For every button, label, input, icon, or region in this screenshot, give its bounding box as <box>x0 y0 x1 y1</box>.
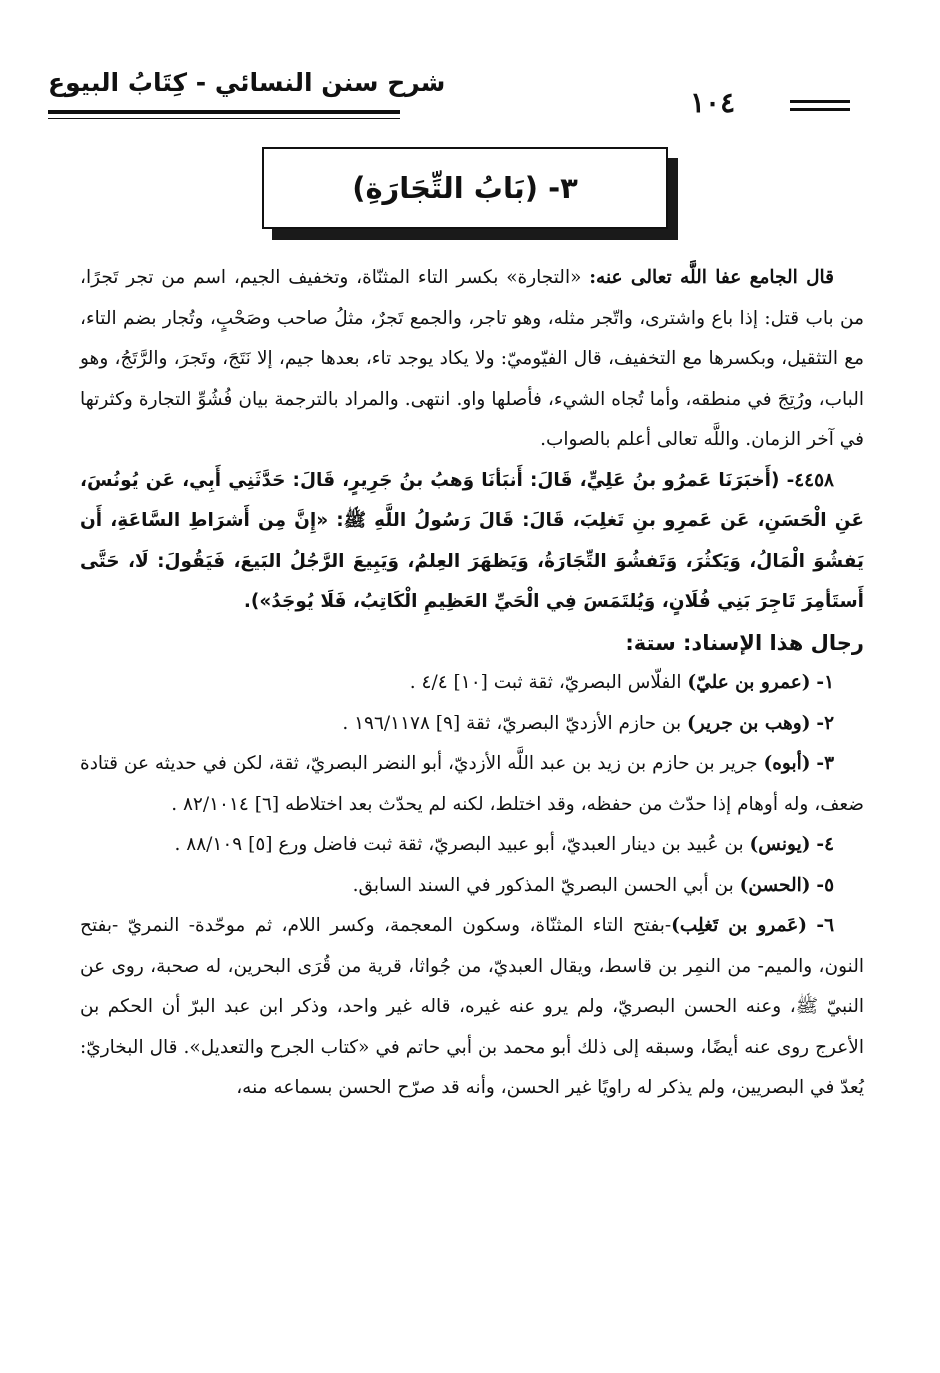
narrator-name: (عمرو بن عليّ) <box>687 672 811 693</box>
narrator-text: -بفتح التاء المثنّاة، وسكون المعجمة، وكسر اللام، ثم موحّدة- النمريّ -بفتح النون، والميم- من النمِر بن قاسط، ويقال العبديّ، من جُواثا، قرية من قُرَى البحرين، له صحبة، روى عن النبيّ ﷺ، وعنه الحسن البصريّ، ولم يرو عنه غيره، قاله غير واحد، وذكر ابن عبد البرّ أن الحكم بن الأعرج روى عنه أيضًا، وسبقه إلى ذلك أبو محمد بن أبي حاتم في «كتاب الجرح والتعديل». قال البخاريّ: يُعدّ في البصريين، ولم يذكر له راويًا غير الحسن، وأنه قد صرّح الحسن بسماعه منه، <box>80 915 864 1098</box>
narrator-text: الفلّاس البصريّ، ثقة ثبت [١٠] ٤/٤ . <box>409 672 688 693</box>
narrator-number: ٤- <box>816 834 834 855</box>
page-number: ١٠٤ <box>690 86 736 119</box>
intro-paragraph <box>80 258 864 461</box>
narrator-text: بن عُبيد بن دينار العبديّ، أبو عبيد البصريّ، ثقة ثبت فاضل ورع [٥] ٨٨/١٠٩ . <box>174 834 750 855</box>
narrator-item <box>80 866 864 907</box>
narrator-item <box>80 704 864 745</box>
narrator-number: ١- <box>816 672 834 693</box>
narrator-name: (عَمرو بن تَغلِب) <box>671 915 807 936</box>
narrator-item <box>80 906 864 1109</box>
main-text <box>80 258 864 1109</box>
intro-text: «التجارة» بكسر التاء المثنّاة، وتخفيف الجيم، اسم من تجر تَجرًا، من باب قتل: إذا باع واشترى، واتّجر مثله، وهو تاجر، والجمع تَجرٌ، مثلُ صاحب وصَحْبٍ، وتُجار بضم التاء، مع التثقيل، وبكسرها مع التخفيف، قال الفيّوميّ: ولا يكاد يوجد تاء، بعدها جيم، إلا نَتَجَ، وتَجرَ، والرَّتَجُ، وهو الباب، ورُتِجَ في منطقه، وأما تُجاه الشيء، فأصلها واو. انتهى. والمراد بالترجمة بيان فُشُوِّ التجارة وكثرتها في آخر الزمان. واللَّه تعالى أعلم بالصواب. <box>80 267 864 450</box>
narrator-name: (وهب بن جرير) <box>687 712 811 734</box>
narrator-text: جرير بن حازم بن زيد بن عبد اللَّه الأزديّ، أبو النضر البصريّ، ثقة، لكن في حديثه عن قتادة ضعف، وله أوهام إذا حدّث من حفظه، وقد اختلط، لكنه لم يحدّث بعد اختلاطه [٦] ٨٢/١٠١٤ . <box>80 753 864 815</box>
hadith-paragraph <box>80 461 864 623</box>
page-number-rule-top <box>790 100 850 103</box>
page-number-rule-bottom <box>790 108 850 111</box>
narrator-number: ٢- <box>816 712 834 734</box>
chapter-title-box <box>262 147 668 229</box>
running-header-title: شرح سنن النسائي - كِتَابُ البيوع <box>48 68 446 97</box>
header-rule-thick <box>48 110 400 114</box>
hadith-text: (أَخبَرَنَا عَمرُو بنُ عَلِيٍّ، قَالَ: أَنبَأنَا وَهبُ بنُ جَرِيرٍ، قَالَ: حَدَّثَنِي أَبِي، عَن يُونُسَ، عَنِ الْحَسَنِ، عَن عَمرِو بنِ تَغلِبَ، قَالَ: قَالَ رَسُولُ اللَّهِ ﷺ: «إِنَّ مِن أَشرَاطِ السَّاعَةِ، أَن يَفشُوَ الْمَالُ، وَيَكثُرَ، وَتَفشُوَ التِّجَارَةُ، وَيَظهَرَ العِلمُ، وَيَبِيعَ الرَّجُلُ البَيعَ، فَيَقُولَ: لَا، حَتَّى أَستَأمِرَ تَاجِرَ بَنِي فُلَانٍ، وَيُلتَمَسَ فِي الْحَيِّ العَظِيمِ الْكَاتِبُ، فَلَا يُوجَدُ»). <box>80 469 864 612</box>
header-rule-thin <box>48 118 400 119</box>
narrator-name: (أبوه) <box>763 753 811 774</box>
narrator-item <box>80 825 864 866</box>
narrator-name: (يونس) <box>749 834 811 855</box>
narrators-heading: رجال هذا الإسناد: ستة: <box>625 630 864 655</box>
narrator-number: ٦- <box>816 915 835 936</box>
narrator-number: ٣- <box>816 753 834 774</box>
narrator-text: بن أبي الحسن البصريّ المذكور في السند السابق. <box>352 874 740 896</box>
intro-lead: قال الجامع عفا اللَّه تعالى عنه: <box>589 267 834 288</box>
narrator-item <box>80 663 864 704</box>
narrator-item <box>80 744 864 825</box>
narrator-name: (الحسن) <box>739 874 811 896</box>
chapter-title: ٣- (بَابُ التِّجَارَةِ) <box>352 171 578 205</box>
narrator-text: بن حازم الأزديّ البصريّ، ثقة [٩] ١٩٦/١١٧٨ . <box>342 712 687 734</box>
narrator-number: ٥- <box>816 874 834 896</box>
hadith-number: ٤٤٥٨- <box>786 469 834 491</box>
